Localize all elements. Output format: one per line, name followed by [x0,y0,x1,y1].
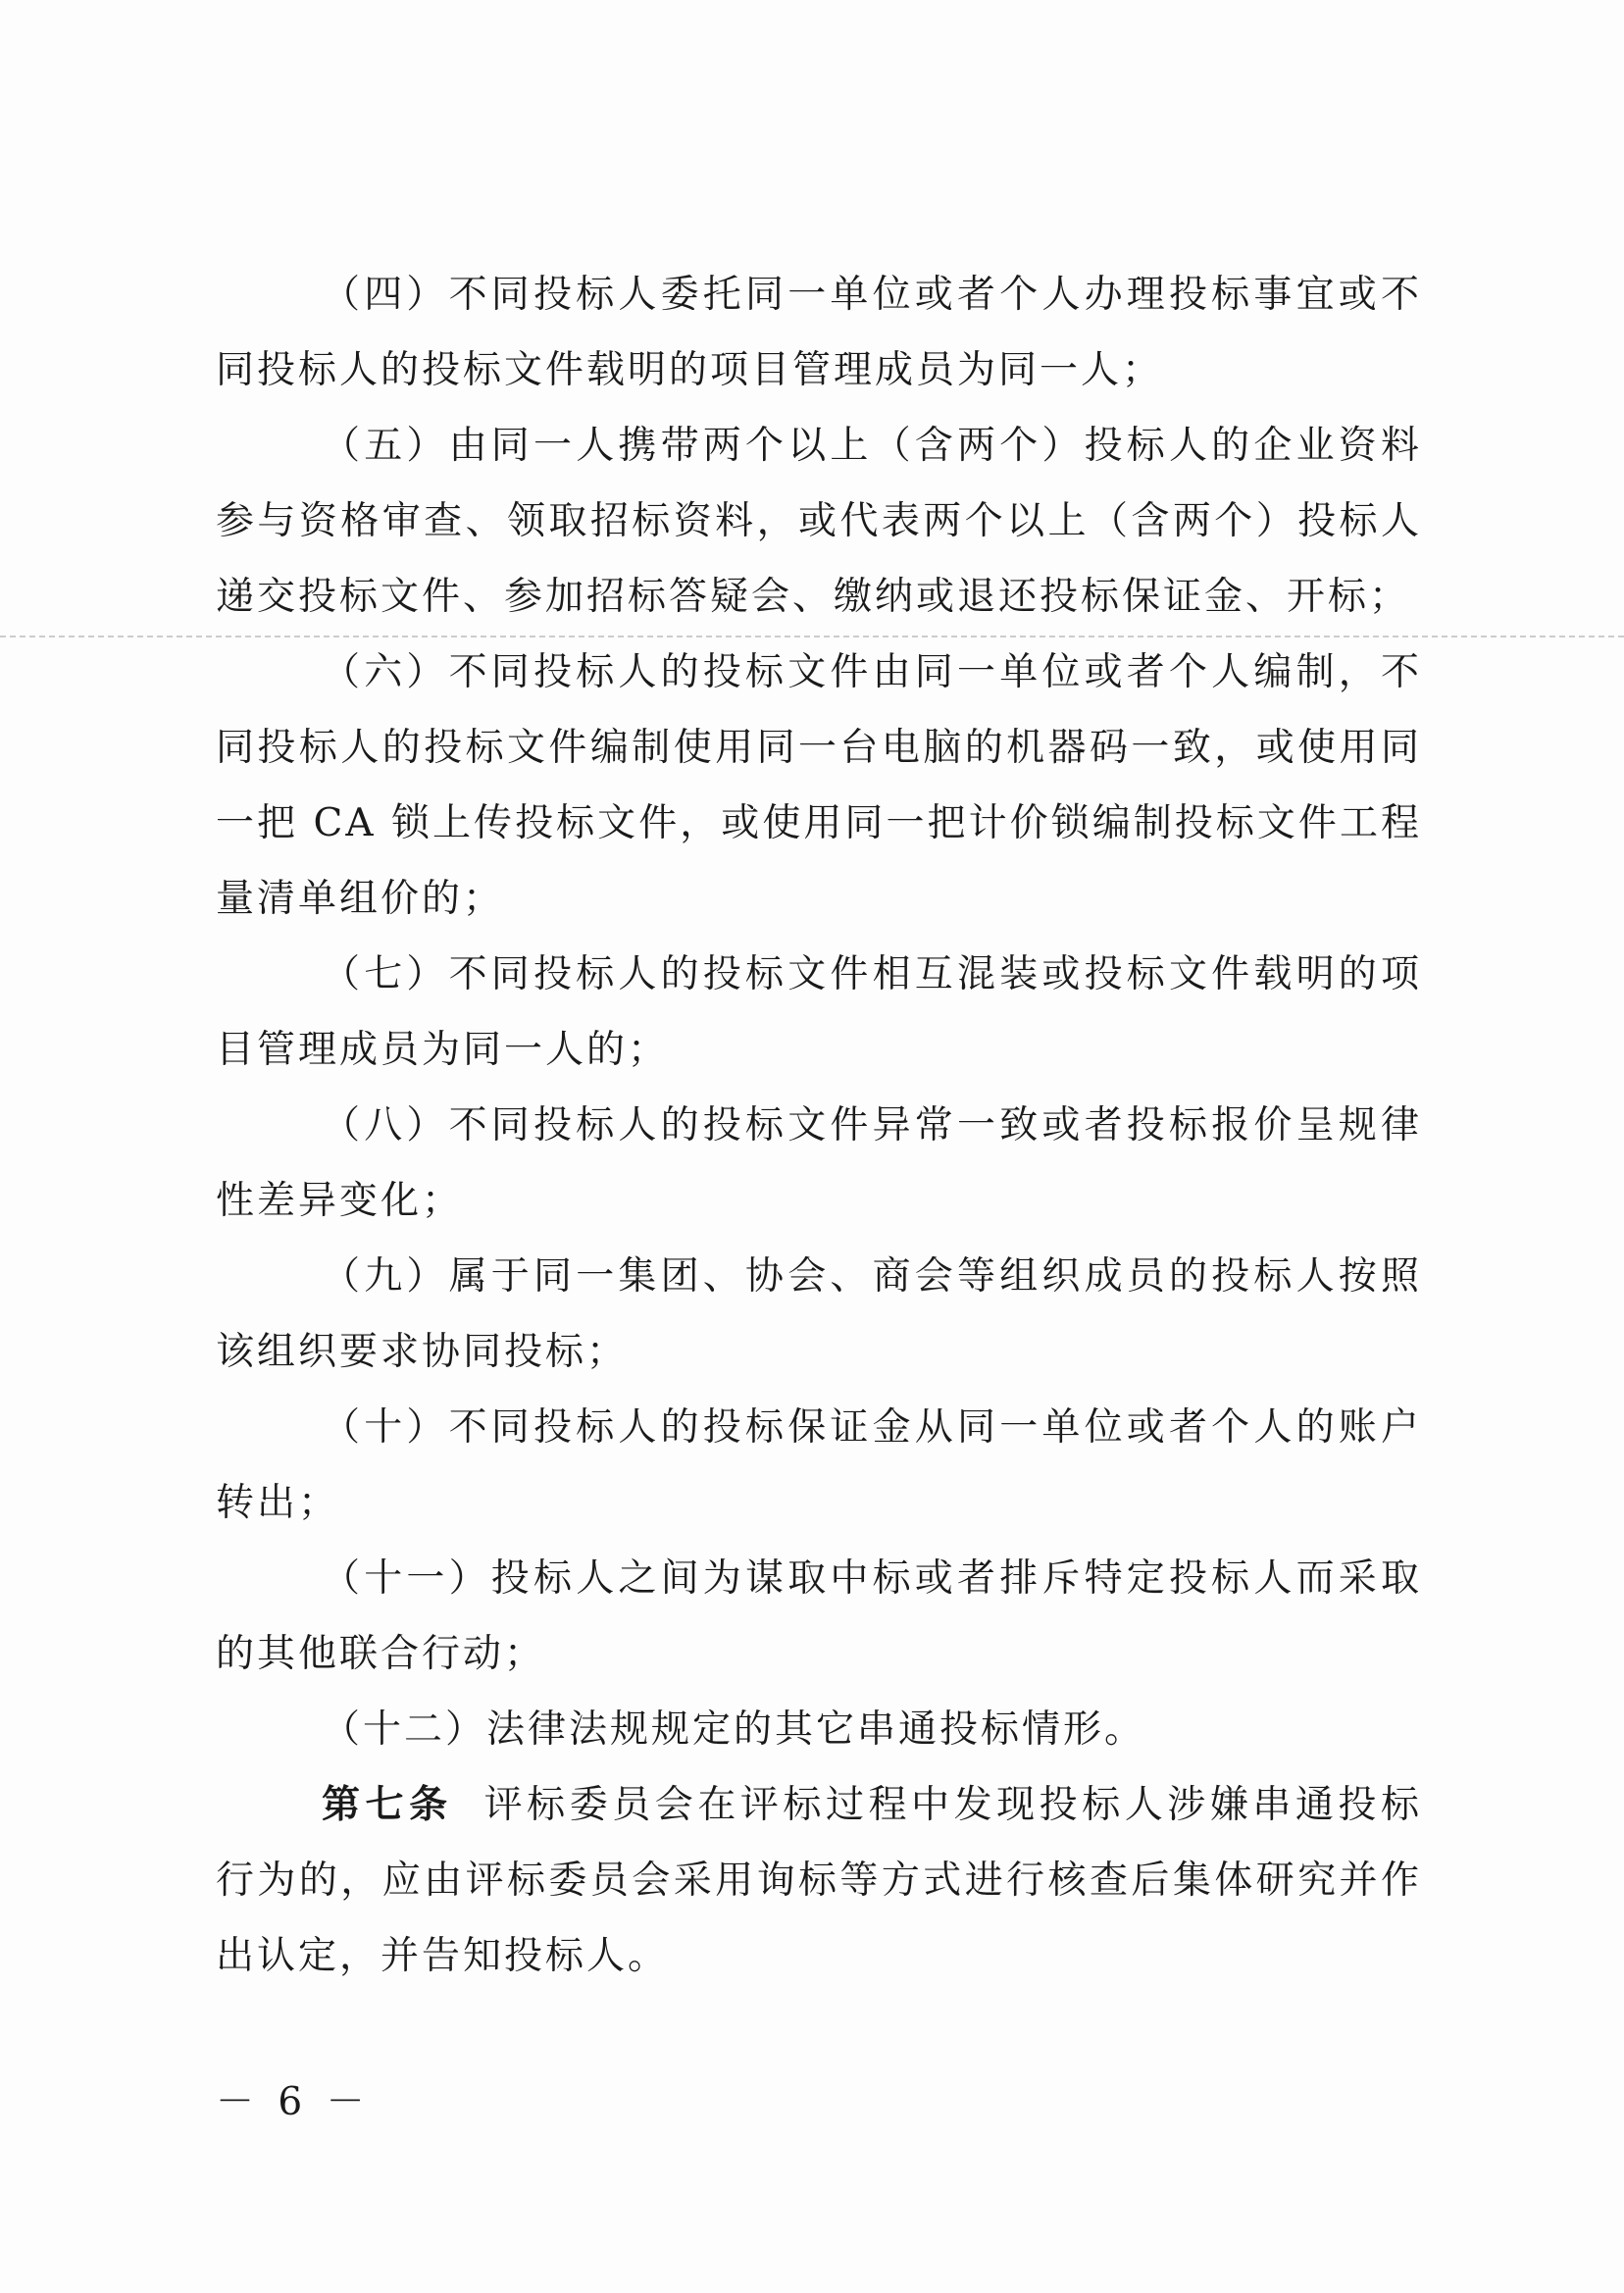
clause-11: （十一）投标人之间为谋取中标或者排斥特定投标人而采取的其他联合行动； [216,1556,1422,1676]
clause-12: （十二）法律法规规定的其它串通投标情形。 [322,1707,1146,1752]
article-7-text: 评标委员会在评标过程中发现投标人涉嫌串通投标行为的，应由评标委员会采用询标等方式进行核查后集体研究并作出认定，并告知投标人。 [216,1783,1422,1978]
clause-6: （六）不同投标人的投标文件由同一单位或者个人编制，不同投标人的投标文件编制使用同一台电脑的机器码一致，或使用同一把 CA 锁上传投标文件，或使用同一把计价锁编制投标文件工程量清单组价的； [216,650,1422,921]
clause-5: （五）由同一人携带两个以上（含两个）投标人的企业资料参与资格审查、领取招标资料，或代表两个以上（含两个）投标人递交投标文件、参加招标答疑会、缴纳或退还投标保证金、开标； [216,424,1422,619]
clause-9: （九）属于同一集团、协会、商会等组织成员的投标人按照该组织要求协同投标； [216,1254,1422,1374]
clause-7: （七）不同投标人的投标文件相互混装或投标文件载明的项目管理成员为同一人的； [216,952,1422,1072]
document-body [216,257,1422,1994]
clause-4: （四）不同投标人委托同一单位或者个人办理投标事宜或不同投标人的投标文件载明的项目管理成员为同一人； [216,273,1422,392]
clause-10: （十）不同投标人的投标保证金从同一单位或者个人的账户转出； [216,1405,1422,1525]
article-7-label: 第七条 [322,1783,453,1827]
page-number: － 6 － [216,2080,371,2124]
clause-8: （八）不同投标人的投标文件异常一致或者投标报价呈规律性差异变化； [216,1103,1422,1223]
article-7 [216,1767,1422,1994]
